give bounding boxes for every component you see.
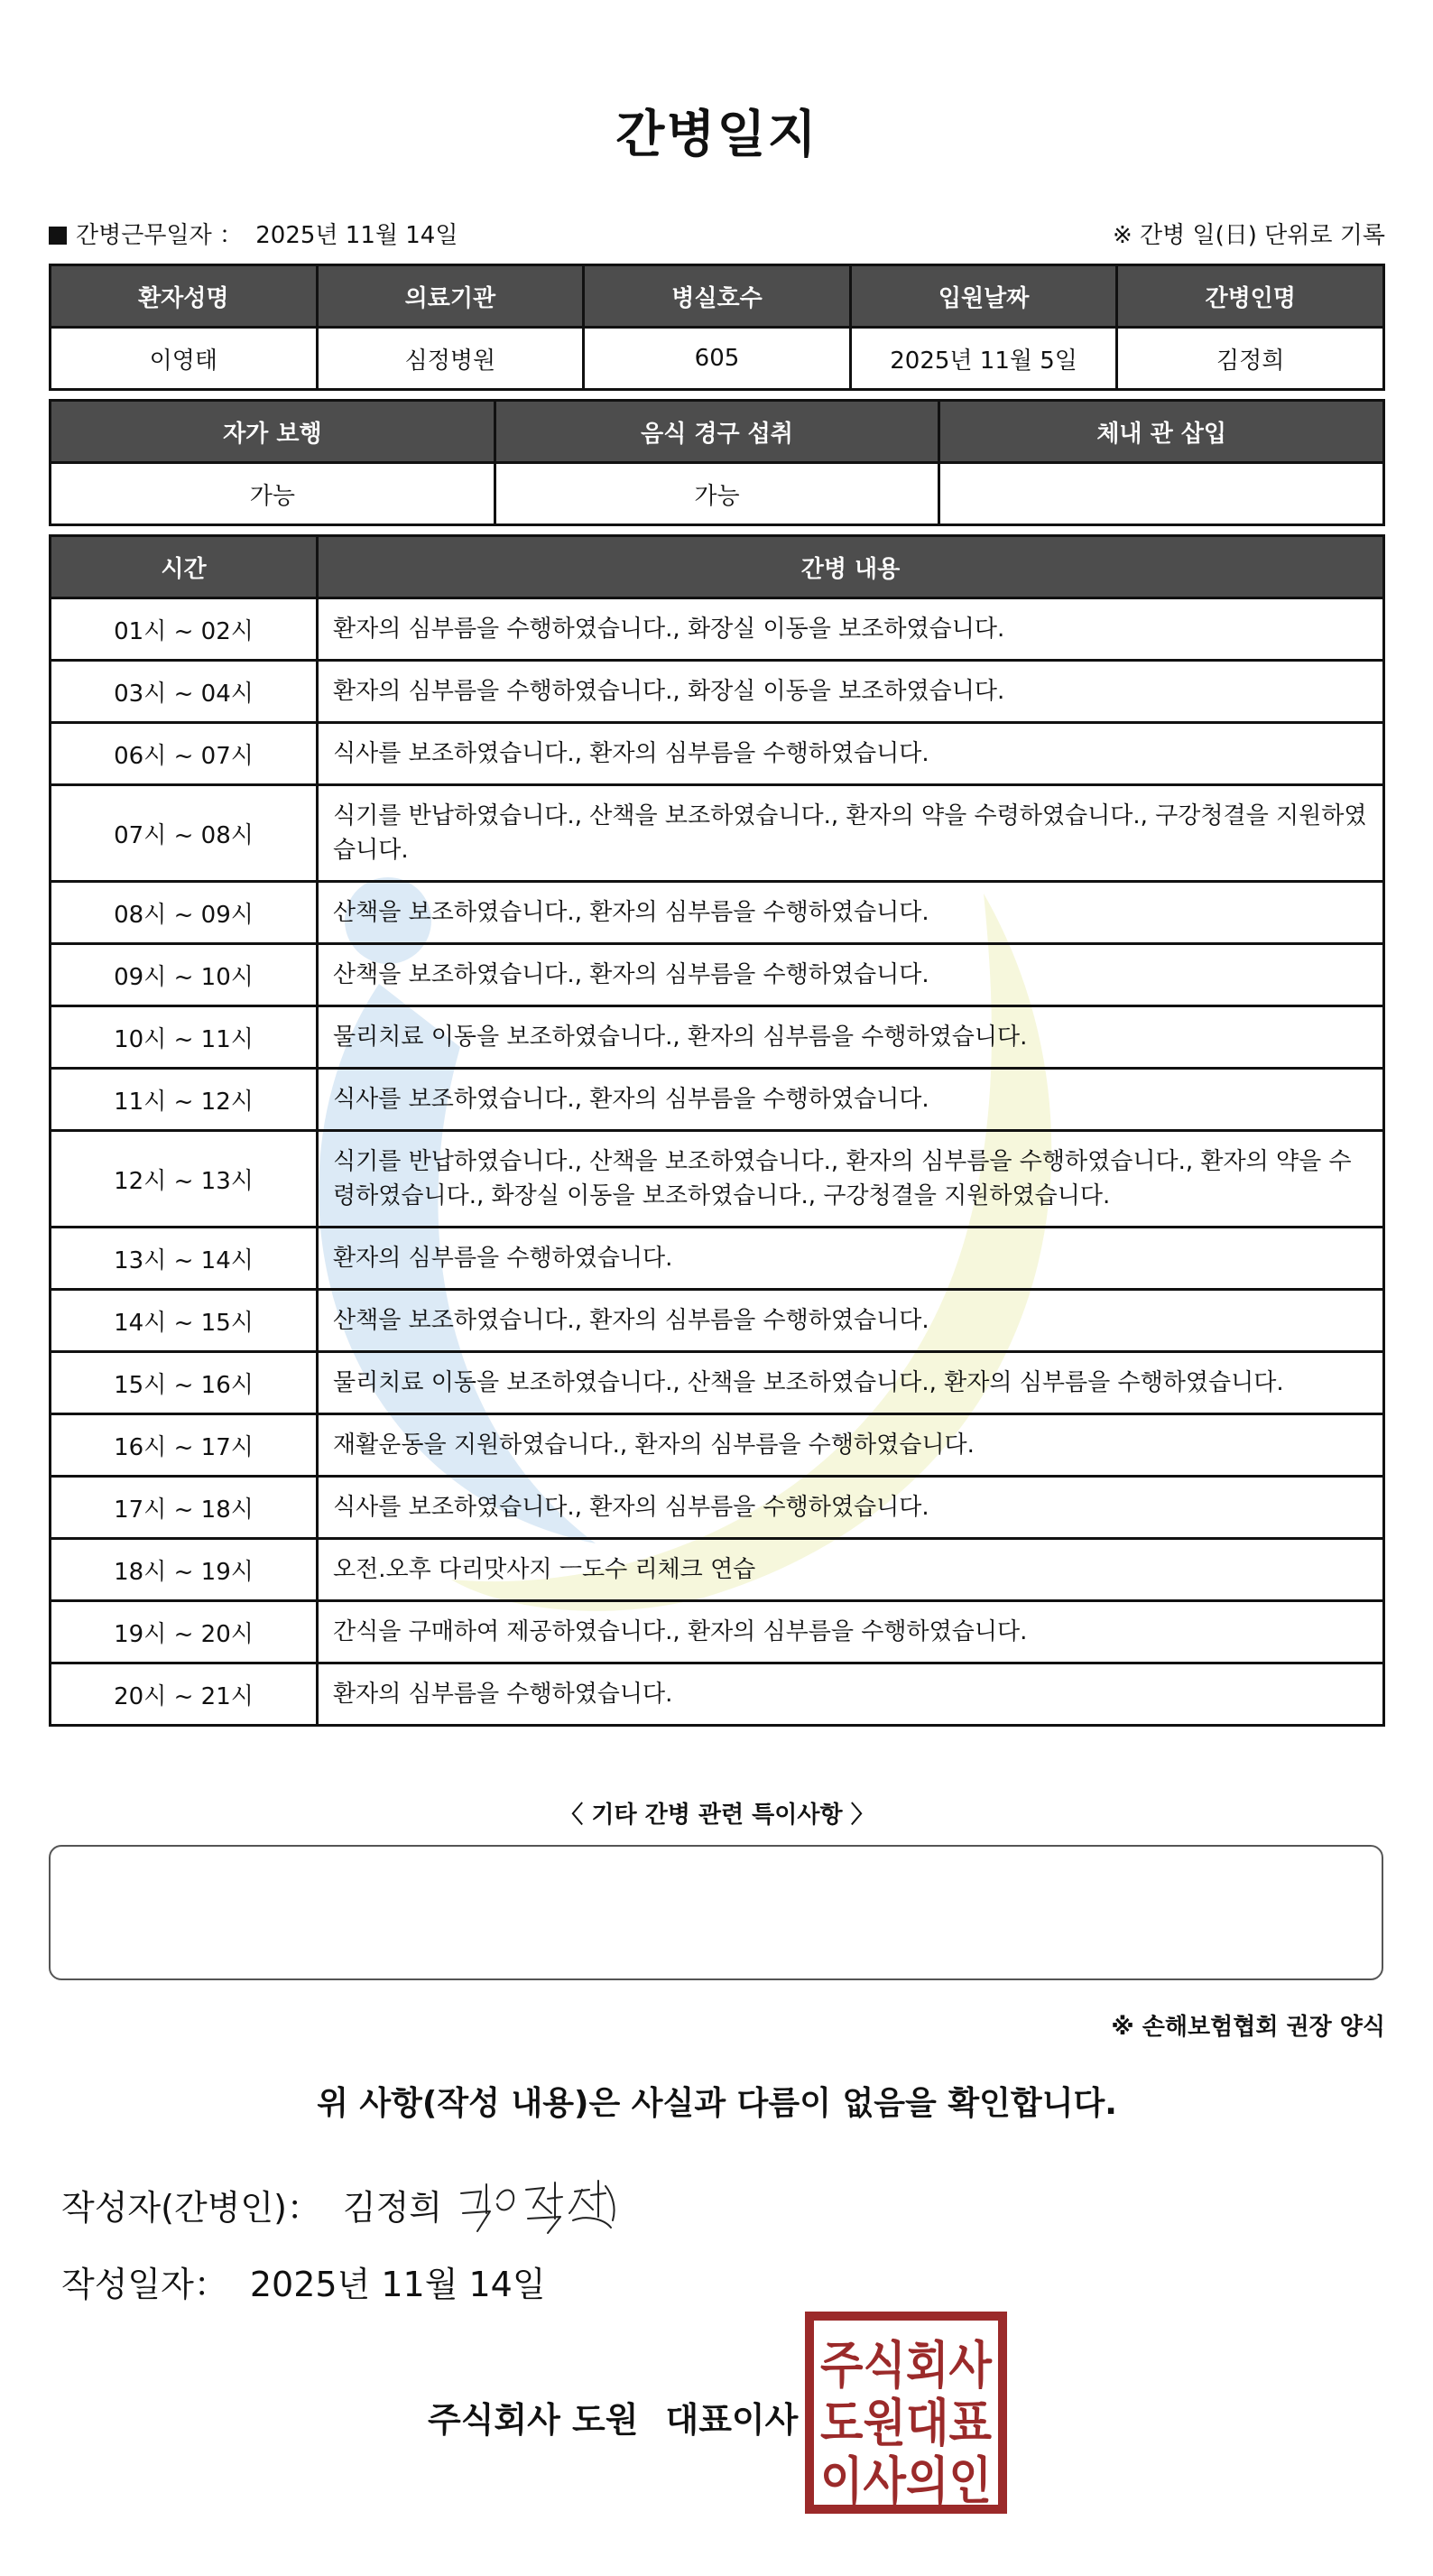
time-cell: 09시 ~ 10시 (51, 944, 318, 1006)
time-cell: 15시 ~ 16시 (51, 1352, 318, 1414)
content-cell: 식사를 보조하였습니다., 환자의 심부름을 수행하였습니다. (318, 1477, 1384, 1539)
tube-insertion-value (939, 463, 1384, 525)
page-title: 간병일지 (615, 106, 818, 164)
company-line (428, 2392, 798, 2442)
content-cell: 산책을 보조하였습니다., 환자의 심부름을 수행하였습니다. (318, 1290, 1384, 1352)
table-row (51, 882, 1384, 944)
header-oral-intake: 음식 경구 섭취 (495, 401, 939, 463)
time-cell: 08시 ~ 09시 (51, 882, 318, 944)
handwritten-signature (450, 2168, 649, 2240)
time-cell: 07시 ~ 08시 (51, 785, 318, 882)
header-admission-date: 입원날짜 (850, 265, 1117, 328)
time-cell: 18시 ~ 19시 (51, 1539, 318, 1601)
meta-row (49, 217, 1385, 253)
work-date-label: 간병근무일자 ： (76, 222, 243, 249)
content-cell: 식사를 보조하였습니다., 환자의 심부름을 수행하였습니다. (318, 1069, 1384, 1131)
table-header-row (51, 265, 1384, 328)
time-cell: 11시 ~ 12시 (51, 1069, 318, 1131)
time-cell: 01시 ~ 02시 (51, 598, 318, 661)
header-caregiver-name: 간병인명 (1117, 265, 1384, 328)
patient-info-table (49, 264, 1385, 391)
time-cell: 12시 ~ 13시 (51, 1131, 318, 1228)
time-cell: 16시 ~ 17시 (51, 1414, 318, 1477)
time-cell: 06시 ~ 07시 (51, 723, 318, 785)
writer-name: 김정희 (342, 2188, 443, 2228)
table-row (51, 1414, 1384, 1477)
seal-line-1: 주식회사 (820, 2337, 993, 2395)
content-cell: 환자의 심부름을 수행하였습니다. (318, 1663, 1384, 1726)
time-cell: 19시 ~ 20시 (51, 1601, 318, 1663)
work-date-value: 2025년 11월 14일 (255, 222, 458, 249)
hospital: 심정병원 (317, 328, 584, 390)
table-row (51, 1228, 1384, 1290)
self-walking-value: 가능 (51, 463, 495, 525)
time-cell: 17시 ~ 18시 (51, 1477, 318, 1539)
table-row (51, 1069, 1384, 1131)
table-header-row (51, 401, 1384, 463)
header-self-walking: 자가 보행 (51, 401, 495, 463)
writer-line (61, 2180, 442, 2229)
table-row (51, 1290, 1384, 1352)
time-cell: 13시 ~ 14시 (51, 1228, 318, 1290)
header-care-content: 간병 내용 (318, 536, 1384, 598)
room-number: 605 (584, 328, 851, 390)
company-seal-stamp (804, 2311, 1008, 2515)
time-cell: 20시 ~ 21시 (51, 1663, 318, 1726)
table-row (51, 723, 1384, 785)
confirmation-statement: 위 사항(작성 내용)은 사실과 다름이 없음을 확인합니다. (317, 2085, 1117, 2122)
content-cell: 오전.오후 다리맛사지 ㅡ도수 리체크 연습 (318, 1539, 1384, 1601)
form-source-note: ※ 손해보험협회 권장 양식 (1111, 2014, 1385, 2041)
header-patient-name: 환자성명 (51, 265, 318, 328)
patient-name: 이영태 (51, 328, 318, 390)
content-cell: 재활운동을 지원하였습니다., 환자의 심부름을 수행하였습니다. (318, 1414, 1384, 1477)
care-log-table (49, 534, 1385, 1727)
table-row (51, 1601, 1384, 1663)
square-bullet-icon (49, 227, 67, 245)
written-date-value: 2025년 11월 14일 (249, 2265, 546, 2304)
content-cell: 식기를 반납하였습니다., 산책을 보조하였습니다., 환자의 약을 수령하였습니다., 구강청결을 지원하였습니다. (318, 785, 1384, 882)
time-cell: 03시 ~ 04시 (51, 661, 318, 723)
special-notes-title: 〈 기타 간병 관련 특이사항 〉 (559, 1802, 874, 1829)
table-row (51, 1477, 1384, 1539)
written-date-label: 작성일자： (61, 2265, 228, 2304)
writer-label: 작성자(간병인)： (61, 2188, 321, 2228)
time-cell: 10시 ~ 11시 (51, 1006, 318, 1069)
special-notes-box (49, 1845, 1383, 1980)
table-row (51, 328, 1384, 390)
company-name: 주식회사 도원 (428, 2400, 639, 2440)
header-time: 시간 (51, 536, 318, 598)
table-row (51, 1006, 1384, 1069)
table-row (51, 944, 1384, 1006)
content-cell: 환자의 심부름을 수행하였습니다. (318, 1228, 1384, 1290)
admission-date: 2025년 11월 5일 (850, 328, 1117, 390)
table-row (51, 598, 1384, 661)
content-cell: 환자의 심부름을 수행하였습니다., 화장실 이동을 보조하였습니다. (318, 598, 1384, 661)
oral-intake-value: 가능 (495, 463, 939, 525)
content-cell: 환자의 심부름을 수행하였습니다., 화장실 이동을 보조하였습니다. (318, 661, 1384, 723)
content-cell: 물리치료 이동을 보조하였습니다., 환자의 심부름을 수행하였습니다. (318, 1006, 1384, 1069)
content-cell: 식사를 보조하였습니다., 환자의 심부름을 수행하였습니다. (318, 723, 1384, 785)
table-row (51, 1352, 1384, 1414)
table-row (51, 661, 1384, 723)
content-cell: 간식을 구매하여 제공하였습니다., 환자의 심부름을 수행하였습니다. (318, 1601, 1384, 1663)
table-row (51, 1663, 1384, 1726)
table-row (51, 1131, 1384, 1228)
content-cell: 식기를 반납하였습니다., 산책을 보조하였습니다., 환자의 심부름을 수행하였습니다., 환자의 약을 수령하였습니다., 화장실 이동을 보조하였습니다., 구강청결을 지원하였습니다. (318, 1131, 1384, 1228)
table-header-row (51, 536, 1384, 598)
header-room-number: 병실호수 (584, 265, 851, 328)
time-cell: 14시 ~ 15시 (51, 1290, 318, 1352)
table-row (51, 785, 1384, 882)
patient-status-table (49, 399, 1385, 526)
content-cell: 산책을 보조하였습니다., 환자의 심부름을 수행하였습니다. (318, 944, 1384, 1006)
seal-line-2: 도원대표 (820, 2395, 992, 2453)
header-tube-insertion: 체내 관 삽입 (939, 401, 1384, 463)
work-date (49, 217, 458, 250)
written-date-line (61, 2256, 546, 2306)
table-row (51, 463, 1384, 525)
table-row (51, 1539, 1384, 1601)
daily-record-note: ※ 간병 일(日) 단위로 기록 (1112, 222, 1385, 249)
seal-line-3: 이사의인 (820, 2452, 992, 2511)
company-representative-title: 대표이사 (665, 2400, 799, 2440)
header-hospital: 의료기관 (317, 265, 584, 328)
content-cell: 산책을 보조하였습니다., 환자의 심부름을 수행하였습니다. (318, 882, 1384, 944)
content-cell: 물리치료 이동을 보조하였습니다., 산책을 보조하였습니다., 환자의 심부름을 수행하였습니다. (318, 1352, 1384, 1414)
caregiver-name: 김정희 (1117, 328, 1384, 390)
